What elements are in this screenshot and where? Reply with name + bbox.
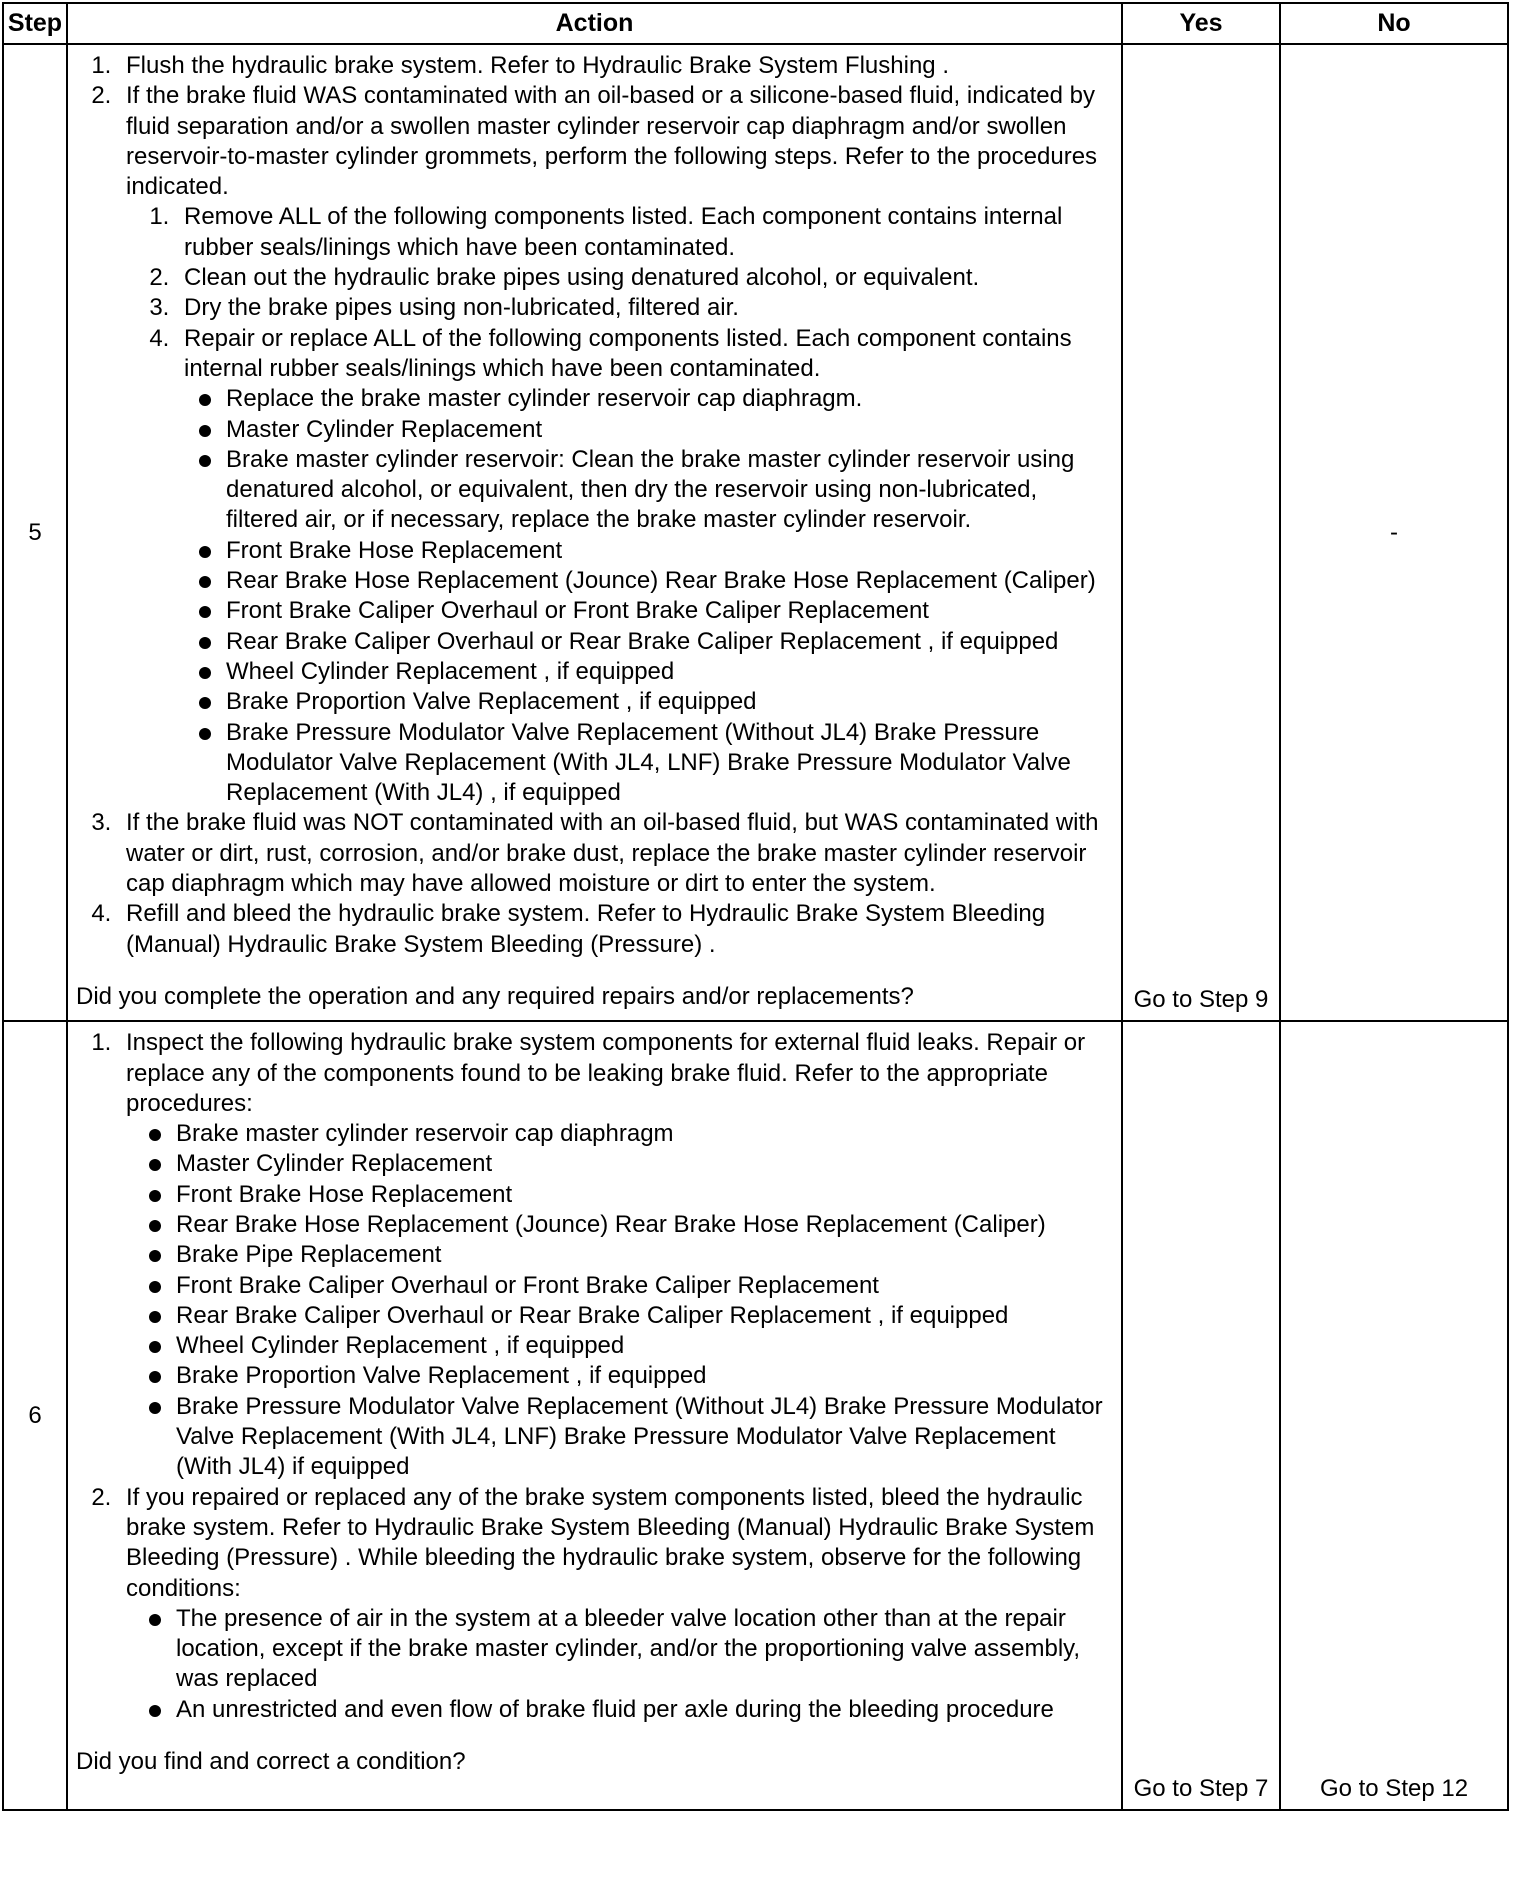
sub-list-item: 3. Dry the brake pipes using non-lubricated, filtered air.: [176, 293, 1111, 323]
bullet-item: Brake Pressure Modulator Valve Replacement (Without JL4) Brake Pressure Modulator Valve Replacement (With JL4, LNF) Brake Pressure Modulator Valve Replacement (With JL4) , if equipped: [226, 718, 1111, 809]
bullet-item: Rear Brake Hose Replacement (Jounce) Rear Brake Hose Replacement (Caliper): [176, 1210, 1111, 1240]
list-item: 1. Flush the hydraulic brake system. Refer to Hydraulic Brake System Flushing .: [118, 51, 1111, 81]
table-row-step-5: [3, 44, 1508, 1021]
bullet-item: Master Cylinder Replacement: [226, 415, 1111, 445]
bullet-list: [126, 1119, 1111, 1483]
bullet-item: Brake Proportion Valve Replacement , if equipped: [176, 1361, 1111, 1391]
step-number: 5: [3, 44, 67, 1021]
list-item: 4. Refill and bleed the hydraulic brake system. Refer to Hydraulic Brake System Bleeding (Manual) Hydraulic Brake System Bleeding (Pressure) .: [118, 899, 1111, 960]
step-6-question: Did you find and correct a condition?: [76, 1748, 466, 1776]
bullet-item: Rear Brake Caliper Overhaul or Rear Brake Caliper Replacement , if equipped: [226, 627, 1111, 657]
header-action: Action: [67, 3, 1122, 44]
bullet-list: [126, 1604, 1111, 1725]
diagnostic-table: [2, 2, 1509, 1811]
yes-cell: Go to Step 7: [1122, 1021, 1280, 1810]
bullet-item: The presence of air in the system at a bleeder valve location other than at the repair location, except if the brake master cylinder, and/or the proportioning valve assembly, was replaced: [176, 1604, 1111, 1695]
bullet-item: Master Cylinder Replacement: [176, 1149, 1111, 1179]
bullet-list: [184, 384, 1111, 808]
action-cell: [67, 1021, 1122, 1810]
header-step: Step: [3, 3, 67, 44]
bullet-item: Front Brake Hose Replacement: [226, 536, 1111, 566]
bullet-item: Brake master cylinder reservoir cap diaphragm: [176, 1119, 1111, 1149]
action-cell: [67, 44, 1122, 1021]
bullet-item: Wheel Cylinder Replacement , if equipped: [176, 1331, 1111, 1361]
bullet-item: Rear Brake Hose Replacement (Jounce) Rear Brake Hose Replacement (Caliper): [226, 566, 1111, 596]
bullet-item: Replace the brake master cylinder reservoir cap diaphragm.: [226, 384, 1111, 414]
bullet-item: Front Brake Caliper Overhaul or Front Brake Caliper Replacement: [176, 1271, 1111, 1301]
yes-cell: Go to Step 9: [1122, 44, 1280, 1021]
header-row: [3, 3, 1508, 44]
step-6-list: [76, 1028, 1111, 1725]
table-row-step-6: [3, 1021, 1508, 1810]
sub-list-item: 1. Remove ALL of the following components listed. Each component contains internal rubber seals/linings which have been contaminated.: [176, 202, 1111, 263]
sub-list-item: 2. Clean out the hydraulic brake pipes using denatured alcohol, or equivalent.: [176, 263, 1111, 293]
list-item: 1. Inspect the following hydraulic brake system components for external fluid leaks. Repair or replace any of the components found to be leaking brake fluid. Refer to the appropriate procedures: Brake master cylinder reservoir cap diaphragm Master Cylinder Replacement Front Brake Hose Replacement Rear Brake Hose Replacement (Jounce) Rear Brake Hose Replacement (Caliper) Brake Pipe Replacement Front Brake Caliper Overhaul or Front Brake Caliper Replacement Rear Brake Caliper Overhaul or Rear Brake Caliper Replacement , if equipped Wheel Cylinder Replacement , if equipped Brake Proportion Valve Replacement , if equipped Brake Pressure Modulator Valve Replacement (Without JL4) Brake Pressure Modulator Valve Replacement (With JL4, LNF) Brake Pressure Modulator Valve Replacement (With JL4) if equipped: [118, 1028, 1111, 1482]
bullet-item: Rear Brake Caliper Overhaul or Rear Brake Caliper Replacement , if equipped: [176, 1301, 1111, 1331]
step-5-question: Did you complete the operation and any required repairs and/or replacements?: [76, 982, 914, 1010]
no-cell: Go to Step 12: [1280, 1021, 1508, 1810]
step-5-list: [76, 51, 1111, 960]
bullet-item: Front Brake Caliper Overhaul or Front Brake Caliper Replacement: [226, 596, 1111, 626]
header-yes: Yes: [1122, 3, 1280, 44]
no-cell: -: [1280, 44, 1508, 1021]
header-no: No: [1280, 3, 1508, 44]
bullet-item: Front Brake Hose Replacement: [176, 1180, 1111, 1210]
sub-list: [126, 202, 1111, 808]
bullet-item: Brake Proportion Valve Replacement , if equipped: [226, 687, 1111, 717]
sub-list-item: 4. Repair or replace ALL of the following components listed. Each component contains internal rubber seals/linings which have been contaminated. Replace the brake master cylinder reservoir cap diaphragm. Master Cylinder Replacement Brake master cylinder reservoir: Clean the brake master cylinder reservoir using denatured alcohol, or equivalent, then dry the reservoir using non-lubricated, filtered air, or if necessary, replace the brake master cylinder reservoir. Front Brake Hose Replacement Rear Brake Hose Replacement (Jounce) Rear Brake Hose Replacement (Caliper) Front Brake Caliper Overhaul or Front Brake Caliper Replacement Rear Brake Caliper Overhaul or Rear Brake Caliper Replacement , if equipped Wheel Cylinder Replacement , if equipped Brake Proportion Valve Replacement , if equipped Brake Pressure Modulator Valve Replacement (Without JL4) Brake Pressure Modulator Valve Replacement (With JL4, LNF) Brake Pressure Modulator Valve Replacement (With JL4) , if equipped: [176, 324, 1111, 809]
list-item: 2. If you repaired or replaced any of the brake system components listed, bleed the hydraulic brake system. Refer to Hydraulic Brake System Bleeding (Manual) Hydraulic Brake System Bleeding (Pressure) . While bleeding the hydraulic brake system, observe for the following conditions: The presence of air in the system at a bleeder valve location other than at the repair location, except if the brake master cylinder, and/or the proportioning valve assembly, was replaced An unrestricted and even flow of brake fluid per axle during the bleeding procedure: [118, 1483, 1111, 1725]
list-item: 2. If the brake fluid WAS contaminated with an oil-based or a silicone-based fluid, indicated by fluid separation and/or a swollen master cylinder reservoir cap diaphragm and/or swollen reservoir-to-master cylinder grommets, perform the following steps. Refer to the procedures indicated. 1. Remove ALL of the following components listed. Each component contains internal rubber seals/linings which have been contaminated. 2. Clean out the hydraulic brake pipes using denatured alcohol, or equivalent. 3. Dry the brake pipes using non-lubricated, filtered air. 4. Repair or replace ALL of the following components listed. Each component contains internal rubber seals/linings which have been contaminated. Replace the brake master cylinder reservoir cap diaphragm. Master Cylinder Replacement Brake master cylinder reservoir: Clean the brake master cylinder reservoir using denatured alcohol, or equivalent, then dry the reservoir using non-lubricated, filtered air, or if necessary, replace the brake master cylinder reservoir. Front Brake Hose Replacement Rear Brake Hose Replacement (Jounce) Rear Brake Hose Replacement (Caliper) Front Brake Caliper Overhaul or Front Brake Caliper Replacement Rear Brake Caliper Overhaul or Rear Brake Caliper Replacement , if equipped Wheel Cylinder Replacement , if equipped Brake Proportion Valve Replacement , if equipped Brake Pressure Modulator Valve Replacement (Without JL4) Brake Pressure Modulator Valve Replacement (With JL4, LNF) Brake Pressure Modulator Valve Replacement (With JL4) , if equipped: [118, 81, 1111, 808]
bullet-item: Brake Pressure Modulator Valve Replacement (Without JL4) Brake Pressure Modulator Valve Replacement (With JL4, LNF) Brake Pressure Modulator Valve Replacement (With JL4) if equipped: [176, 1392, 1111, 1483]
bullet-item: Brake master cylinder reservoir: Clean the brake master cylinder reservoir using denatured alcohol, or equivalent, then dry the reservoir using non-lubricated, filtered air, or if necessary, replace the brake master cylinder reservoir.: [226, 445, 1111, 536]
list-item: 3. If the brake fluid was NOT contaminated with an oil-based fluid, but WAS contaminated with water or dirt, rust, corrosion, and/or brake dust, replace the brake master cylinder reservoir cap diaphragm which may have allowed moisture or dirt to enter the system.: [118, 808, 1111, 899]
bullet-item: Wheel Cylinder Replacement , if equipped: [226, 657, 1111, 687]
bullet-item: Brake Pipe Replacement: [176, 1240, 1111, 1270]
bullet-item: An unrestricted and even flow of brake fluid per axle during the bleeding procedure: [176, 1695, 1111, 1725]
step-number: 6: [3, 1021, 67, 1810]
